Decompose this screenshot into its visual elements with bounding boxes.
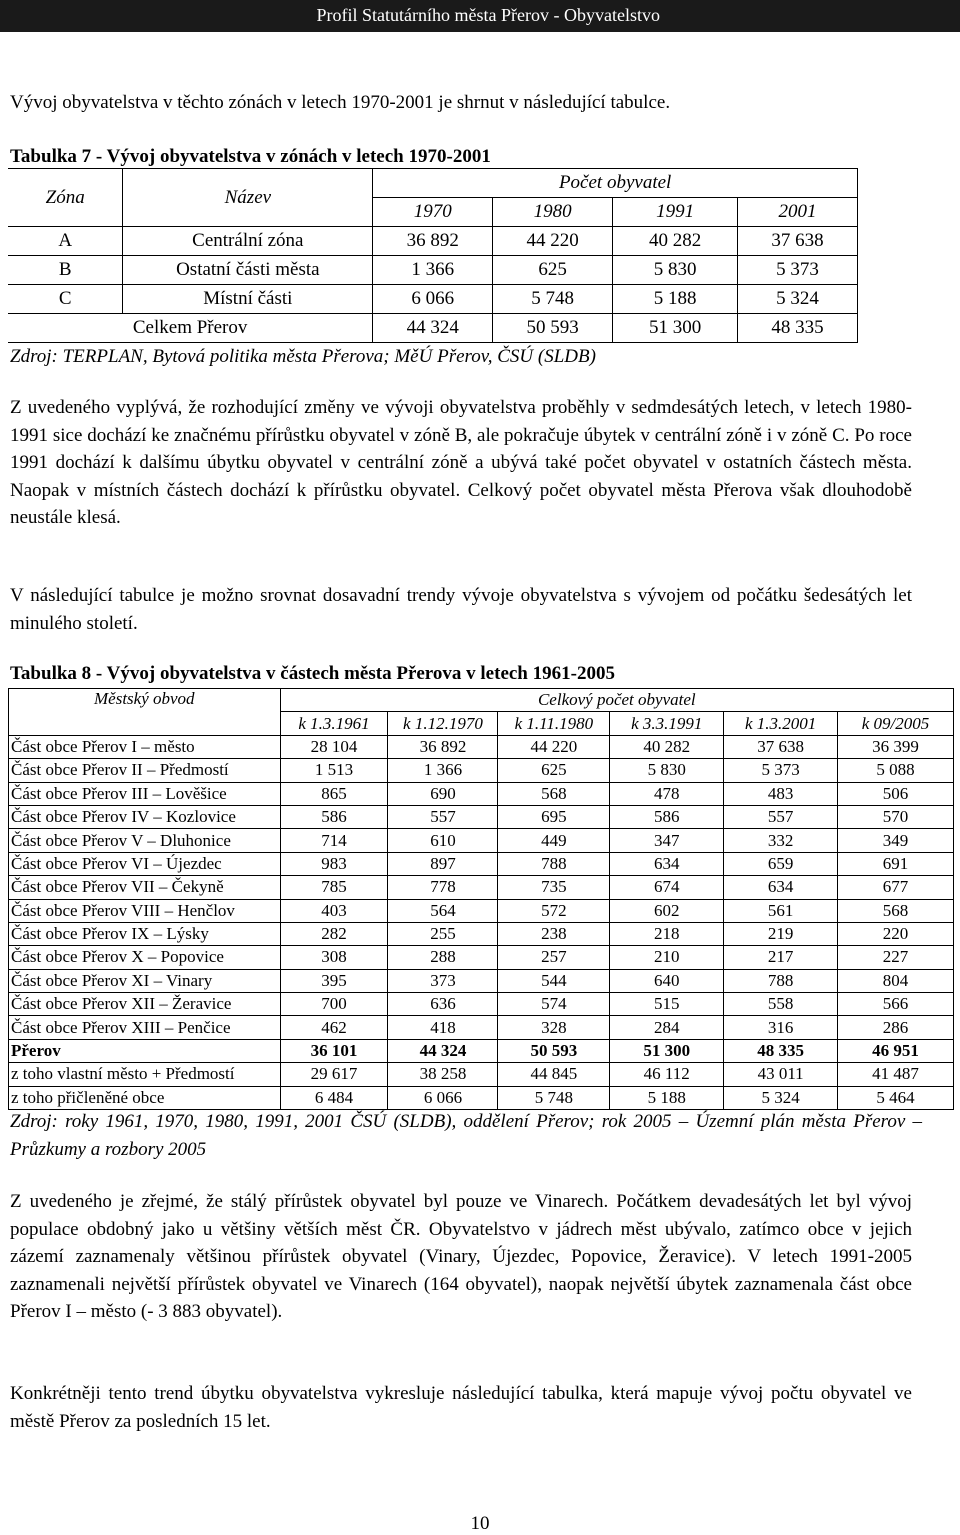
value-cell: 46 951 [838, 1039, 954, 1062]
value-cell: 634 [610, 852, 724, 875]
table-row [9, 1039, 954, 1062]
value-cell: 636 [388, 993, 498, 1016]
value-cell: 218 [610, 922, 724, 945]
value-cell: 36 101 [280, 1039, 388, 1062]
value-cell: 5 830 [613, 256, 738, 285]
value-cell: 674 [610, 876, 724, 899]
value-cell: 572 [498, 899, 610, 922]
date-header: k 1.3.2001 [724, 712, 838, 735]
value-cell: 43 011 [724, 1063, 838, 1086]
value-cell: 625 [493, 256, 613, 285]
table-row [8, 314, 858, 343]
value-cell: 38 258 [388, 1063, 498, 1086]
value-cell: 238 [498, 922, 610, 945]
intro-text: Vývoj obyvatelstva v těchto zónách v letech 1970-2001 je shrnut v následující tabulce. [10, 92, 671, 113]
district-name-cell: Část obce Přerov IV – Kozlovice [9, 805, 281, 828]
value-cell: 44 324 [388, 1039, 498, 1062]
table-row [8, 285, 858, 314]
district-name-cell: Část obce Přerov XIII – Penčice [9, 1016, 281, 1039]
table-row [9, 1016, 954, 1039]
value-cell: 288 [388, 946, 498, 969]
table7-caption: Tabulka 7 - Vývoj obyvatelstva v zónách v letech 1970-2001 [10, 146, 491, 167]
table-row [9, 782, 954, 805]
value-cell: 46 112 [610, 1063, 724, 1086]
table-row [9, 1086, 954, 1109]
table-row [8, 227, 858, 256]
value-cell: 5 088 [838, 759, 954, 782]
district-name-cell: Část obce Přerov I – město [9, 735, 281, 758]
value-cell: 568 [498, 782, 610, 805]
value-cell: 51 300 [613, 314, 738, 343]
value-cell: 483 [724, 782, 838, 805]
value-cell: 1 366 [388, 759, 498, 782]
zone-cell: A [8, 227, 123, 256]
date-header: k 1.3.1961 [280, 712, 388, 735]
value-cell: 5 748 [493, 285, 613, 314]
value-cell: 28 104 [280, 735, 388, 758]
value-cell: 6 484 [280, 1086, 388, 1109]
value-cell: 5 464 [838, 1086, 954, 1109]
table-row [9, 993, 954, 1016]
value-cell: 6 066 [373, 285, 493, 314]
value-cell: 44 324 [373, 314, 493, 343]
value-cell: 5 830 [610, 759, 724, 782]
paragraph-1: Z uvedeného vyplývá, že rozhodující změny ve vývoji obyvatelstva proběhly v sedmdesátých letech, v letech 1980-1991 sice dochází ke značnému přírůstku obyvatel v zóně B, ale pokračuje úbytek v centrální zóně i v zóně C. Po roce 1991 dochází k dalšímu úbytku obyvatel v centrální zóně a ubývá také počet obyvatel v ostatních částech města. Naopak v místních částech dochází k přírůstku obyvatel. Celkový počet obyvatel města Přerova však dlouhodobě neustále klesá. [10, 397, 912, 528]
table-row [9, 805, 954, 828]
value-cell: 788 [498, 852, 610, 875]
value-cell: 1 366 [373, 256, 493, 285]
value-cell: 5 324 [724, 1086, 838, 1109]
table-row [9, 1063, 954, 1086]
district-name-cell: Část obce Přerov X – Popovice [9, 946, 281, 969]
name-cell: Centrální zóna [123, 227, 373, 256]
value-cell: 347 [610, 829, 724, 852]
header-zone: Zóna [8, 169, 123, 227]
page-header [0, 0, 960, 32]
year-header: 1970 [373, 198, 493, 227]
value-cell: 44 845 [498, 1063, 610, 1086]
table7-source: Zdroj: TERPLAN, Bytová politika města Přerova; MěÚ Přerov, ČSÚ (SLDB) [10, 346, 596, 367]
header-district: Městský obvod [9, 689, 281, 736]
paragraph-4: Konkrétněji tento trend úbytku obyvatelstva vykresluje následující tabulka, která mapuje vývoj počtu obyvatel ve městě Přerov za posledních 15 let. [10, 1383, 912, 1432]
header-population: Počet obyvatel [373, 169, 858, 198]
value-cell: 462 [280, 1016, 388, 1039]
date-header: k 09/2005 [838, 712, 954, 735]
value-cell: 983 [280, 852, 388, 875]
value-cell: 625 [498, 759, 610, 782]
table-row [9, 946, 954, 969]
value-cell: 610 [388, 829, 498, 852]
value-cell: 561 [724, 899, 838, 922]
table8 [8, 688, 954, 1110]
value-cell: 634 [724, 876, 838, 899]
value-cell: 316 [724, 1016, 838, 1039]
value-cell: 586 [280, 805, 388, 828]
value-cell: 6 066 [388, 1086, 498, 1109]
table-row [9, 829, 954, 852]
district-name-cell: Část obce Přerov XII – Žeravice [9, 993, 281, 1016]
value-cell: 284 [610, 1016, 724, 1039]
value-cell: 574 [498, 993, 610, 1016]
value-cell: 418 [388, 1016, 498, 1039]
table-row [9, 735, 954, 758]
value-cell: 735 [498, 876, 610, 899]
value-cell: 785 [280, 876, 388, 899]
value-cell: 691 [838, 852, 954, 875]
value-cell: 217 [724, 946, 838, 969]
value-cell: 677 [838, 876, 954, 899]
value-cell: 544 [498, 969, 610, 992]
year-header: 1980 [493, 198, 613, 227]
value-cell: 220 [838, 922, 954, 945]
district-name-cell: Část obce Přerov III – Lověšice [9, 782, 281, 805]
district-name-cell: Část obce Přerov VIII – Henčlov [9, 899, 281, 922]
name-cell: Ostatní části města [123, 256, 373, 285]
table-row [9, 852, 954, 875]
value-cell: 48 335 [724, 1039, 838, 1062]
value-cell: 478 [610, 782, 724, 805]
value-cell: 282 [280, 922, 388, 945]
value-cell: 403 [280, 899, 388, 922]
value-cell: 640 [610, 969, 724, 992]
table-row [9, 759, 954, 782]
value-cell: 506 [838, 782, 954, 805]
district-name-cell: Přerov [9, 1039, 281, 1062]
value-cell: 586 [610, 805, 724, 828]
value-cell: 328 [498, 1016, 610, 1039]
table-row [9, 876, 954, 899]
table-row [9, 922, 954, 945]
value-cell: 557 [724, 805, 838, 828]
value-cell: 286 [838, 1016, 954, 1039]
value-cell: 865 [280, 782, 388, 805]
value-cell: 564 [388, 899, 498, 922]
district-name-cell: Část obce Přerov II – Předmostí [9, 759, 281, 782]
value-cell: 5 373 [724, 759, 838, 782]
district-name-cell: Část obce Přerov V – Dluhonice [9, 829, 281, 852]
value-cell: 659 [724, 852, 838, 875]
district-name-cell: z toho vlastní město + Předmostí [9, 1063, 281, 1086]
value-cell: 44 220 [498, 735, 610, 758]
value-cell: 40 282 [610, 735, 724, 758]
name-cell: Místní části [123, 285, 373, 314]
value-cell: 449 [498, 829, 610, 852]
value-cell: 5 188 [613, 285, 738, 314]
value-cell: 5 188 [610, 1086, 724, 1109]
value-cell: 700 [280, 993, 388, 1016]
value-cell: 5 373 [738, 256, 858, 285]
value-cell: 515 [610, 993, 724, 1016]
page-number: 10 [470, 1513, 490, 1534]
paragraph-3: Z uvedeného je zřejmé, že stálý přírůstek obyvatel byl pouze ve Vinarech. Počátkem devadesátých let byl vývoj populace obdobný jako u většiny větších měst ČR. Obyvatelstvo v jádrech měst ubývalo, zatímco obce v jejich zázemí zaznamenaly většinou přírůstek obyvatel (Vinary, Újezdec, Popovice, Žeravice). V letech 1991-2005 zaznamenali největší přírůstek obyvatel ve Vinarech (164 obyvatel), naopak největší úbytek zaznamenala část obce Přerov I – město (- 3 883 obyvatel). [10, 1191, 912, 1322]
value-cell: 36 892 [388, 735, 498, 758]
district-name-cell: z toho přičleněné obce [9, 1086, 281, 1109]
value-cell: 219 [724, 922, 838, 945]
table-row [9, 689, 954, 712]
value-cell: 558 [724, 993, 838, 1016]
value-cell: 804 [838, 969, 954, 992]
value-cell: 255 [388, 922, 498, 945]
total-label: Celkem Přerov [8, 314, 373, 343]
value-cell: 788 [724, 969, 838, 992]
table-row [8, 256, 858, 285]
value-cell: 50 593 [498, 1039, 610, 1062]
value-cell: 568 [838, 899, 954, 922]
value-cell: 210 [610, 946, 724, 969]
value-cell: 714 [280, 829, 388, 852]
paragraph-2: V následující tabulce je možno srovnat dosavadní trendy vývoje obyvatelstva s vývojem od počátku šedesátých let minulého století. [10, 585, 912, 634]
zone-cell: C [8, 285, 123, 314]
value-cell: 227 [838, 946, 954, 969]
value-cell: 566 [838, 993, 954, 1016]
district-name-cell: Část obce Přerov VI – Újezdec [9, 852, 281, 875]
value-cell: 44 220 [493, 227, 613, 256]
value-cell: 5 324 [738, 285, 858, 314]
date-header: k 3.3.1991 [610, 712, 724, 735]
value-cell: 36 892 [373, 227, 493, 256]
value-cell: 570 [838, 805, 954, 828]
value-cell: 778 [388, 876, 498, 899]
value-cell: 29 617 [280, 1063, 388, 1086]
value-cell: 395 [280, 969, 388, 992]
value-cell: 257 [498, 946, 610, 969]
district-name-cell: Část obce Přerov XI – Vinary [9, 969, 281, 992]
value-cell: 5 748 [498, 1086, 610, 1109]
value-cell: 37 638 [738, 227, 858, 256]
header-title: Profil Statutárního města Přerov - Obyvatelstvo [316, 5, 660, 25]
year-header: 2001 [738, 198, 858, 227]
value-cell: 51 300 [610, 1039, 724, 1062]
district-name-cell: Část obce Přerov VII – Čekyně [9, 876, 281, 899]
value-cell: 41 487 [838, 1063, 954, 1086]
value-cell: 40 282 [613, 227, 738, 256]
value-cell: 557 [388, 805, 498, 828]
value-cell: 695 [498, 805, 610, 828]
value-cell: 602 [610, 899, 724, 922]
table-row [8, 169, 858, 198]
header-name: Název [123, 169, 373, 227]
year-header: 1991 [613, 198, 738, 227]
header-total: Celkový počet obyvatel [280, 689, 953, 712]
value-cell: 349 [838, 829, 954, 852]
table8-source: Zdroj: roky 1961, 1970, 1980, 1991, 2001 ČSÚ (SLDB), oddělení Přerov; rok 2005 – Územní plán města Přerov – Průzkumy a rozbory 2005 [10, 1111, 922, 1160]
table8-caption: Tabulka 8 - Vývoj obyvatelstva v částech města Přerova v letech 1961-2005 [10, 663, 615, 684]
value-cell: 1 513 [280, 759, 388, 782]
zone-cell: B [8, 256, 123, 285]
value-cell: 36 399 [838, 735, 954, 758]
value-cell: 308 [280, 946, 388, 969]
value-cell: 37 638 [724, 735, 838, 758]
table-row [9, 969, 954, 992]
value-cell: 690 [388, 782, 498, 805]
date-header: k 1.12.1970 [388, 712, 498, 735]
value-cell: 897 [388, 852, 498, 875]
value-cell: 373 [388, 969, 498, 992]
table7 [8, 168, 858, 343]
date-header: k 1.11.1980 [498, 712, 610, 735]
table-row [9, 899, 954, 922]
value-cell: 48 335 [738, 314, 858, 343]
value-cell: 50 593 [493, 314, 613, 343]
value-cell: 332 [724, 829, 838, 852]
district-name-cell: Část obce Přerov IX – Lýsky [9, 922, 281, 945]
